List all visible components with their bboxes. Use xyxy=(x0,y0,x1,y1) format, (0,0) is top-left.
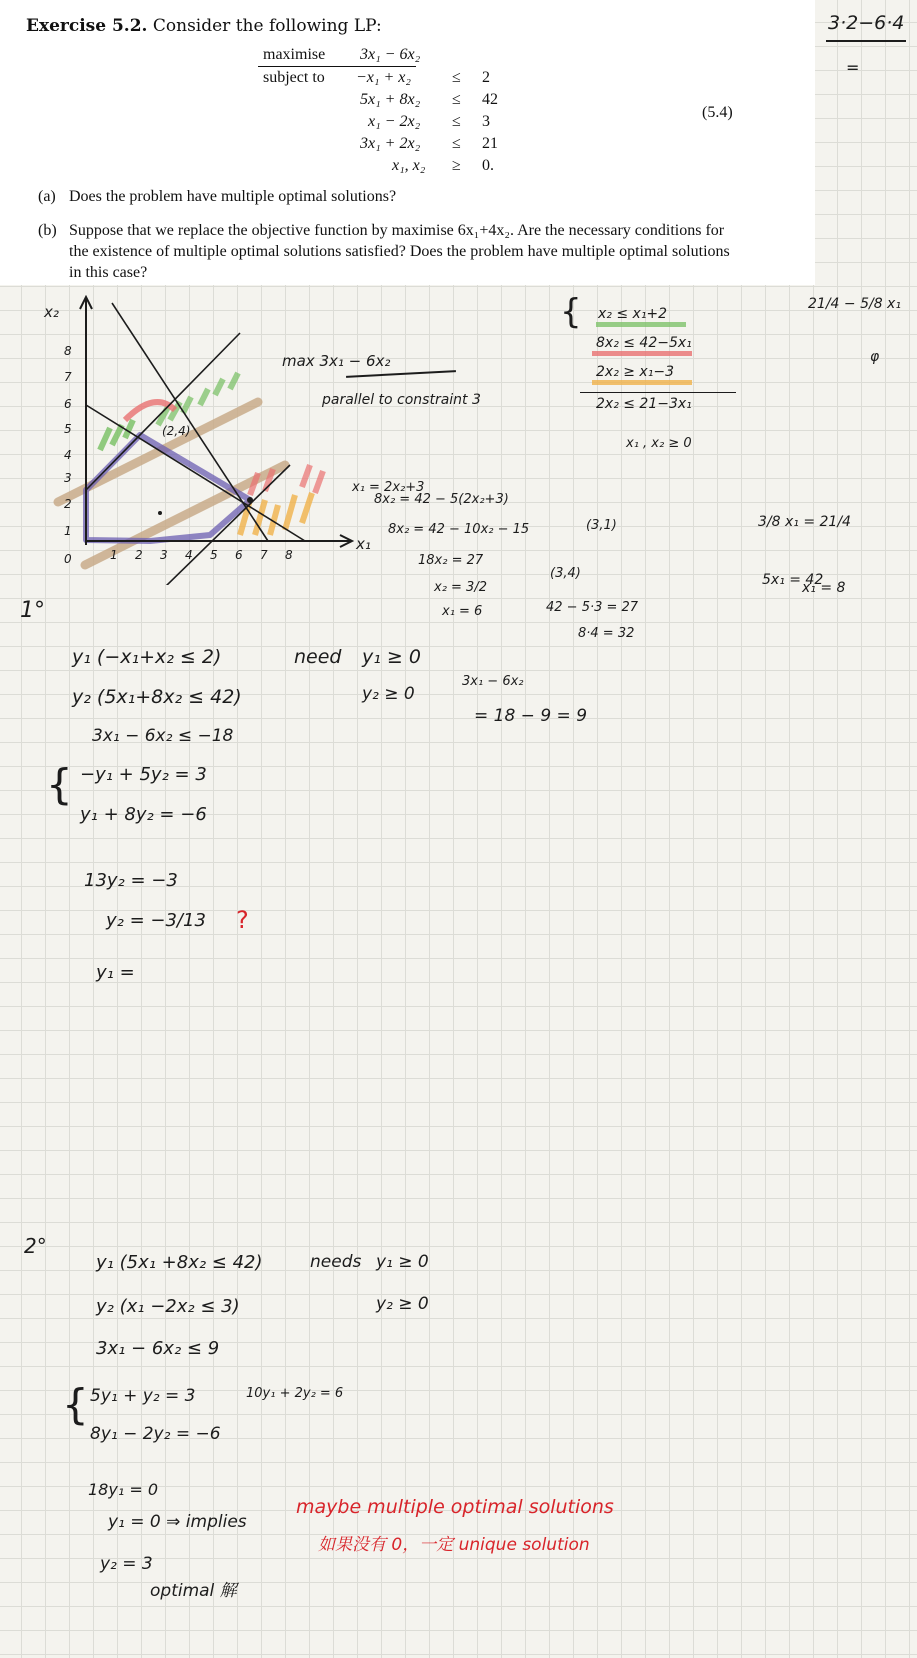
point-label: (2,4) xyxy=(162,424,191,438)
x-ticks xyxy=(110,548,293,562)
section1-work: 13y₂ = −3 xyxy=(84,870,178,891)
y-tick-label: 1 xyxy=(64,524,72,538)
y-tick-label: 0 xyxy=(64,552,72,566)
objective-word: maximise xyxy=(263,46,326,63)
y-ticks xyxy=(64,344,72,566)
feasible-region-graph xyxy=(40,295,380,585)
calc-line: x₂ = 3/2 xyxy=(434,580,487,595)
x-tick-label: 7 xyxy=(260,548,268,562)
section2-system: 8y₁ − 2y₂ = −6 xyxy=(90,1424,221,1444)
equation-number: (5.4) xyxy=(702,104,733,121)
corner-note: 21/4 − 5/8 x₁ xyxy=(808,296,901,312)
section1-line: 3x₁ − 6x₂ ≤ −18 xyxy=(92,726,234,746)
section2-work: y₂ = 3 xyxy=(100,1554,153,1574)
section1-need-value: y₁ ≥ 0 xyxy=(362,646,421,668)
corner-underline xyxy=(826,40,906,42)
constraint-rhs: 21 xyxy=(482,135,498,152)
section2-line: 3x₁ − 6x₂ ≤ 9 xyxy=(96,1338,220,1359)
section1-number: 1° xyxy=(20,598,45,623)
far-right-note: x₁ = 8 xyxy=(802,580,846,596)
dot xyxy=(158,511,162,515)
exercise-intro: Consider the following LP: xyxy=(152,16,382,36)
y-tick-label: 4 xyxy=(64,448,72,462)
check-note: 8·4 = 32 xyxy=(578,626,635,641)
point-note: (3,4) xyxy=(550,566,581,581)
objective-rule xyxy=(258,66,416,67)
section2-need-value: y₁ ≥ 0 xyxy=(376,1252,429,1272)
value-note: = 18 − 9 = 9 xyxy=(474,706,588,726)
x-tick-label: 3 xyxy=(160,548,168,562)
x-tick-label: 1 xyxy=(110,548,118,562)
green-highlight xyxy=(596,322,686,327)
red-note: maybe multiple optimal solutions xyxy=(296,1496,614,1518)
section1-system: −y₁ + 5y₂ = 3 xyxy=(80,764,207,785)
section1-line: y₂ (5x₁+8x₂ ≤ 42) xyxy=(72,686,242,708)
y-tick-label: 5 xyxy=(64,422,72,436)
corner-note: 3·2−6·4 xyxy=(828,12,905,34)
orange-highlight xyxy=(592,380,692,385)
calc-line: 8x₂ = 42 − 5(2x₂+3) xyxy=(374,492,509,507)
part-b-text: Suppose that we replace the objective function by maximise 6x₁+4x₂. Are the necessary conditions for the existence of multiple optimal solutions satisfied? Does the problem have multiple optimal solutions in this case? xyxy=(69,222,730,281)
constraint-rhs: 42 xyxy=(482,91,498,108)
section2-line: y₁ (5x₁ +8x₂ ≤ 42) xyxy=(96,1252,263,1273)
corner-note: = xyxy=(846,58,860,77)
constraint-line-1 xyxy=(86,333,240,490)
constraint-lhs: x₁ − 2x₂ xyxy=(368,113,421,130)
red-note: 如果没有 0，一定 unique solution xyxy=(318,1535,590,1555)
system-rule xyxy=(580,392,736,393)
section1-brace: { xyxy=(46,760,73,809)
system-brace: { xyxy=(560,292,582,332)
x-tick-label: 5 xyxy=(210,548,218,562)
section1-work: y₂ = −3/13 xyxy=(106,910,206,931)
corner-note: φ xyxy=(870,349,880,365)
part-a-text: Does the problem have multiple optimal solutions? xyxy=(69,188,397,205)
section2-need-value: y₂ ≥ 0 xyxy=(376,1294,429,1314)
y-tick-label: 2 xyxy=(64,497,72,511)
system-line: 8x₂ ≤ 42−5x₁ xyxy=(596,335,692,351)
nonneg-note: x₁ , x₂ ≥ 0 xyxy=(626,436,692,451)
section2-side: 10y₁ + 2y₂ = 6 xyxy=(246,1386,344,1401)
constraint-rel: ≥ xyxy=(452,157,461,174)
y-tick-label: 7 xyxy=(64,370,72,384)
section2-work: 18y₁ = 0 xyxy=(88,1480,158,1499)
constraint-rhs: 2 xyxy=(482,69,490,86)
section1-need-value: y₂ ≥ 0 xyxy=(362,684,415,704)
calc-line: 18x₂ = 27 xyxy=(418,553,484,568)
system-line: 2x₂ ≥ x₁−3 xyxy=(596,364,674,380)
exercise-paper xyxy=(0,0,815,285)
red-highlight xyxy=(592,351,692,356)
y-axis-label: x₂ xyxy=(44,303,59,321)
x-tick-label: 4 xyxy=(185,548,193,562)
value-note: 3x₁ − 6x₂ xyxy=(462,674,524,689)
x-tick-label: 8 xyxy=(285,548,293,562)
constraint-lhs: 3x₁ + 2x₂ xyxy=(360,135,421,152)
constraint-rhs: 3 xyxy=(482,113,490,130)
parallel-note: parallel to constraint 3 xyxy=(322,392,481,408)
x-tick-label: 2 xyxy=(135,548,143,562)
section2-brace: { xyxy=(62,1380,89,1429)
section1-work: y₁ = xyxy=(96,962,135,983)
section1-system: y₁ + 8y₂ = −6 xyxy=(80,804,207,825)
part-a-label: (a) xyxy=(38,188,56,205)
x-axis-label: x₁ xyxy=(356,535,371,553)
exercise-title: Exercise 5.2. xyxy=(26,16,148,36)
calc-line: 8x₂ = 42 − 10x₂ − 15 xyxy=(388,522,530,537)
section2-line: y₂ (x₁ −2x₂ ≤ 3) xyxy=(96,1296,240,1317)
constraint-rel: ≤ xyxy=(452,113,461,130)
point-note: (3,1) xyxy=(586,518,617,533)
x-tick-label: 6 xyxy=(235,548,243,562)
y-tick-label: 6 xyxy=(64,397,72,411)
constraint-lhs: −x₁ + x₂ xyxy=(356,69,411,86)
constraint-rel: ≤ xyxy=(452,91,461,108)
constraint-lhs: 5x₁ + 8x₂ xyxy=(360,91,421,108)
section2-number: 2° xyxy=(24,1234,47,1258)
y-tick-label: 3 xyxy=(64,471,72,485)
far-right-note: 5x₁ = 42 xyxy=(762,572,824,588)
constraint-rel: ≤ xyxy=(452,135,461,152)
section1-line: y₁ (−x₁+x₂ ≤ 2) xyxy=(72,646,222,668)
check-note: 42 − 5·3 = 27 xyxy=(546,600,639,615)
objective-note: max 3x₁ − 6x₂ xyxy=(282,352,391,370)
system-line: 2x₂ ≤ 21−3x₁ xyxy=(596,396,692,412)
section2-work: optimal 解 xyxy=(150,1581,237,1601)
exercise-heading xyxy=(26,16,382,36)
far-right-note: 3/8 x₁ = 21/4 xyxy=(758,514,851,530)
y-tick-label: 8 xyxy=(64,344,72,358)
section2-needs: needs xyxy=(310,1252,362,1272)
question-mark: ? xyxy=(236,906,249,934)
vertex-dot xyxy=(247,497,253,503)
constraint-rhs: 0. xyxy=(482,157,494,174)
calc-line: x₁ = 2x₂+3 xyxy=(352,480,425,495)
section1-need: need xyxy=(294,646,342,668)
constraint-rel: ≤ xyxy=(452,69,461,86)
constraint-line-4 xyxy=(112,303,268,541)
section2-work: y₁ = 0 ⇒ implies xyxy=(108,1512,247,1532)
system-line: x₂ ≤ x₁+2 xyxy=(598,306,668,322)
section2-system: 5y₁ + y₂ = 3 xyxy=(90,1386,196,1406)
calc-line: x₁ = 6 xyxy=(442,604,483,619)
constraint-lhs: x₁, x₂ xyxy=(392,157,426,174)
objective-expr: 3x₁ − 6x₂ xyxy=(360,46,421,63)
part-b-label: (b) xyxy=(38,222,57,239)
subject-to: subject to xyxy=(263,69,325,86)
